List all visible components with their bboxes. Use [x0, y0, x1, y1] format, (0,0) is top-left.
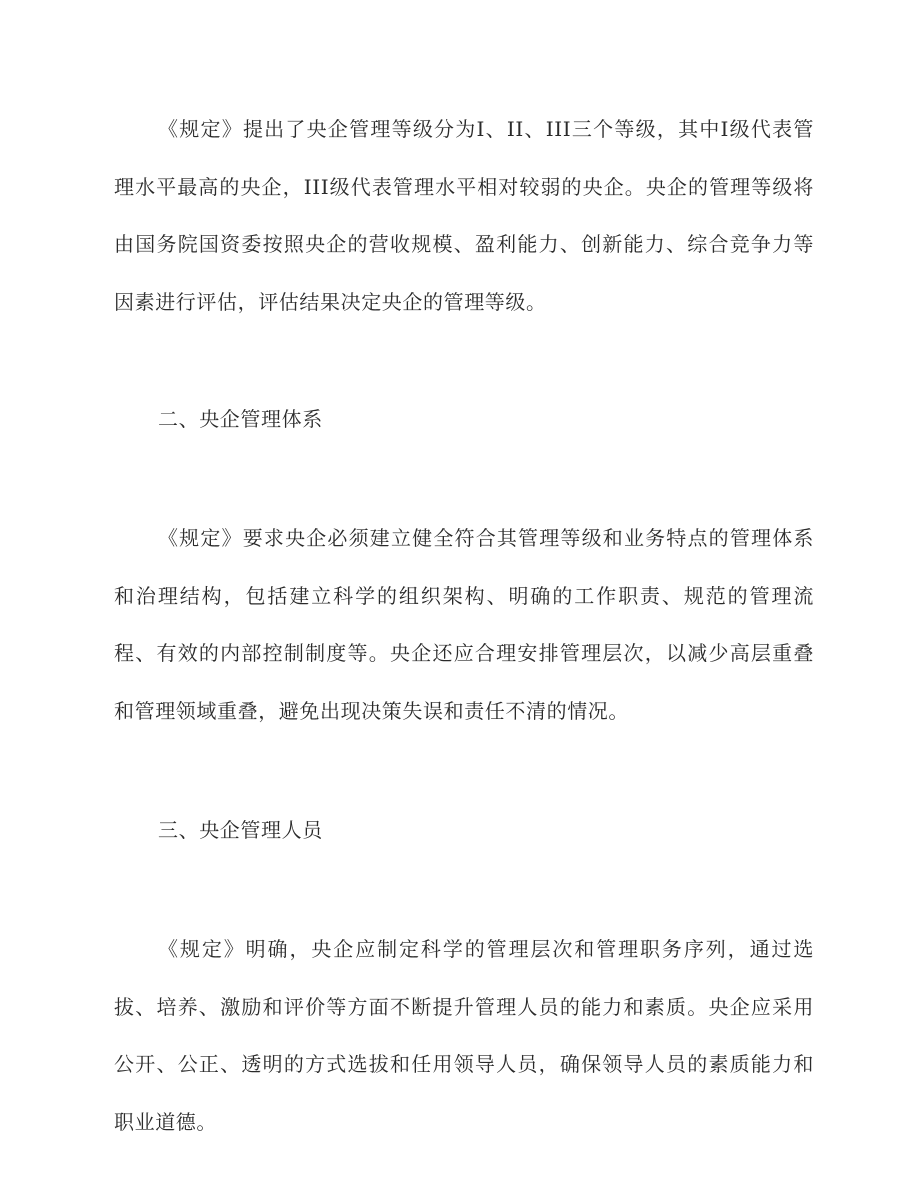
paragraph-management-levels: 《规定》提出了央企管理等级分为I、II、III三个等级，其中I级代表管理水平最高的央企，III级代表管理水平相对较弱的央企。央企的管理等级将由国务院国资委按照央企的营收规模、盈利能力、创新能力、综合竞争力等因素进行评估，评估结果决定央企的管理等级。 [114, 117, 814, 314]
section-heading-management-system: 二、央企管理体系 [158, 407, 323, 431]
paragraph-management-personnel: 《规定》明确，央企应制定科学的管理层次和管理职务序列，通过选拔、培养、激励和评价等方面不断提升管理人员的能力和素质。央企应采用公开、公正、透明的方式选拔和任用领导人员，确保领导人员的素质能力和职业道德。 [114, 937, 814, 1134]
section-heading-management-personnel: 三、央企管理人员 [158, 818, 323, 842]
paragraph-management-system: 《规定》要求央企必须建立健全符合其管理等级和业务特点的管理体系和治理结构，包括建立科学的组织架构、明确的工作职责、规范的管理流程、有效的内部控制制度等。央企还应合理安排管理层次，以减少高层重叠和管理领域重叠，避免出现决策失误和责任不清的情况。 [114, 526, 814, 723]
